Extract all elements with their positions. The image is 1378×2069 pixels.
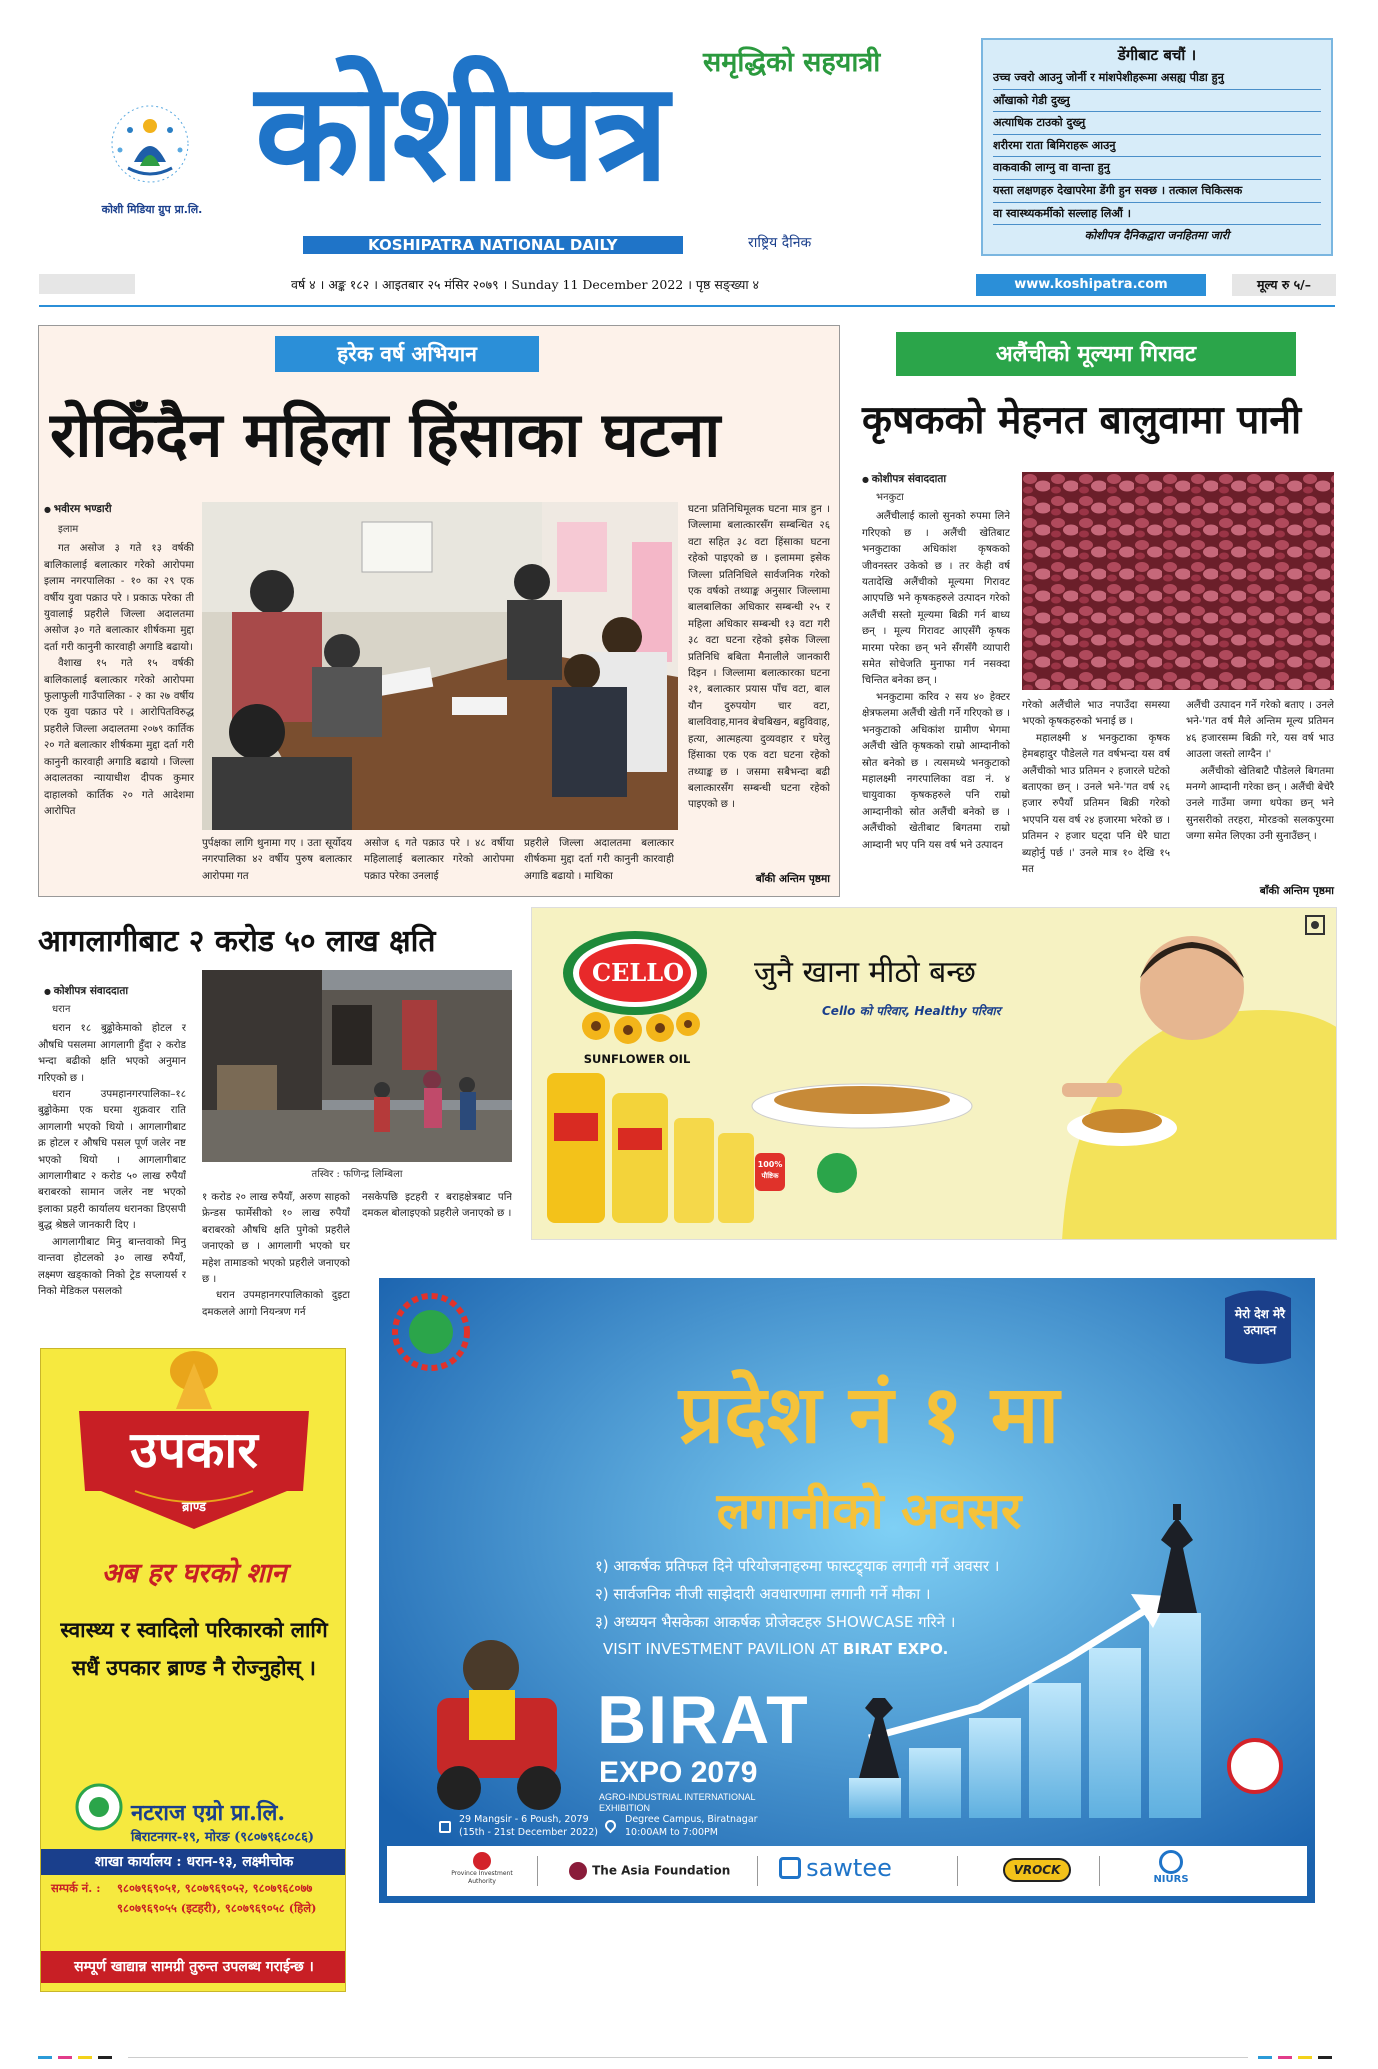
registration-mark xyxy=(1298,2056,1312,2059)
birat-point-3: ३) अध्ययन भैसकेका आकर्षक प्रोजेक्टहरु SHOWCASE गरिने । xyxy=(595,1613,956,1631)
upakar-ad[interactable] xyxy=(40,1348,346,1992)
upakar-contact-2: ९८०७९६९०५५ (इटहरी), ९८०७९६९०५८ (हिले) xyxy=(117,1901,317,1915)
paragraph: महालक्ष्मी ४ भनकुटाका कृषक हेमबहादुर पौडेलले गत वर्षभन्दा यस वर्ष अलैंचीको भाउ प्रतिमन २ हजारले घटेको बताएका छन् । उनले भने-'गत वर्ष २६ हजार रुपैयाँ प्रतिमन बिक्री गरेको भएपनि यस वर्ष २४ हजारमा भरेको छ । प्रतिमन २ हजार घट्दा पनि धेरै घाटा ब्यहोर्नु पर्छ ।' उनले मात्र १० देखि १५ मत xyxy=(1022,732,1170,876)
registration-mark xyxy=(1318,2056,1332,2059)
paragraph: धरान उपमहानगरपालिकाको दुइटा दमकलले आगो नियन्त्रण गर्न xyxy=(202,1290,350,1318)
article3-photo-caption: तस्विर : फणिन्द्र लिम्बिला xyxy=(311,1169,403,1180)
paragraph: घटना प्रतिनिधिमूलक घटना मात्र हुन । जिल्लामा बलात्कारसँग सम्बन्धित २६ वटा सहित ३८ वटा हिंसाका घटना रहेको पाइएको छ । इलाममा इसेक जिल्ला प्रतिनिधिले सार्वजनिक गरेको एक वर्षको तथ्याङ्क अनुसार जिल्लामा बालबालिका अधिकार सम्बन्धी २५ र महिला अधिकार सम्बन्धी १३ वटा गरी ३८ वटा घटना रहेको इसेक जिल्ला प्रतिनिधि बबिता मैनालीले जानकारी दिइन । जिल्लामा बलात्कारका घटना २१, बलात्कार प्रयास पाँच वटा, बाल यौन दुरुपयोग चार वटा, बालविवाह,मानव बेचबिखन, बहुविवाह, हत्या, आत्महत्या दुव्यवहार र घरेलु हिंसाका एक एक वटा घटना रहेको तथ्याङ्क छ । जसमा सबैभन्दा बढी बलात्कारसँग सम्बन्धी घटना रहेको पाइएको छ । xyxy=(688,504,830,811)
birat-visit-line xyxy=(603,1640,948,1658)
niurs-name: NIURS xyxy=(1153,1874,1189,1885)
dengue-footer: कोशीपत्र दैनिकद्वारा जनहितमा जारी xyxy=(1084,228,1230,243)
sawtee-name: sawtee xyxy=(806,1854,892,1882)
upakar-company: नटराज एग्रो प्रा.लि. xyxy=(131,1800,286,1826)
article1-column-2 xyxy=(202,836,352,892)
paragraph: अलैंचीलाई कालो सुनको रुपमा लिने गरिएको छ । अलैंची खेतिबाट भनकुटाका अधिकांश कृषकको जीवनस्तर उकेको छ । तर केही वर्ष यतादेखि अलैंचीको मूल्यमा गिरावट आएपछि भने कृषकहरुले उत्पादन गरेको अलैंची सस्तो मूल्यमा बिक्री गर्न बाध्य छन् । मूल्य गिरावट आएसँगै कृषक मारमा परेका छन् भने सँगसँगै व्यापारी समेत सोचेजति मुनाफा गर्न नसक्दा चिन्तित बनेका छन् । xyxy=(862,511,1010,687)
registration-mark xyxy=(38,2056,52,2059)
paragraph: धरान उपमहानगरपालिका–१८ बुढ्ढोकेमा एक घरमा शुक्रवार राति आगलागी भएको थियो । आगलागीबाट क्र होटल र औषधि पसल पूर्ण जलेर नष्ट भएको थियो । आगलागीबाट आगलागीबाट २ करोड ५० लाख रुपैयाँ बराबरको सामान जलेर नष्ट भएको इलाका प्रहरी कार्यालय धरानका डिएसपी बुद्ध श्रेष्ठले जानकारी दिए । xyxy=(38,1089,186,1232)
sponsor-divider xyxy=(957,1856,958,1886)
birat-visit-bold: BIRAT EXPO. xyxy=(842,1640,949,1658)
article3-photo-fire-damage xyxy=(202,970,512,1162)
article3-column-3 xyxy=(362,1190,512,1250)
birat-point-1: १) आकर्षक प्रतिफल दिने परियोजनाहरुमा फास्टट्र्याक लगानी गर्ने अवसर । xyxy=(595,1557,1000,1575)
tagline: समृद्धिको सहयात्री xyxy=(703,47,881,78)
sponsor-vrock: VROCK xyxy=(1003,1858,1071,1882)
article3-place: धरान xyxy=(52,1004,71,1015)
publisher-name: कोशी मिडिया ग्रुप प्रा.लि. xyxy=(101,203,203,216)
article1-headline: रोकिँदैन महिला हिंसाका घटना xyxy=(50,398,721,471)
daily-label: राष्ट्रिय दैनिक xyxy=(748,235,812,251)
dengue-notice-box xyxy=(981,38,1333,256)
upakar-footer: सम्पूर्ण खाद्यान्न सामग्री तुरुन्त उपलब्ध गराईन्छ । xyxy=(41,1951,346,1983)
dengue-line: आँखाको गेडी दुख्नु xyxy=(993,90,1321,113)
article3-byline: ● कोशीपत्र संवाददाता xyxy=(44,984,128,998)
asia-foundation-name: The Asia Foundation xyxy=(592,1863,731,1878)
upakar-address: बिराटनगर-१९, मोरङ (९८०७९६८०८६) xyxy=(131,1830,315,1845)
article1-column-4 xyxy=(524,836,674,892)
birat-expo-name: BIRAT xyxy=(597,1682,810,1758)
paragraph: प्रहरीले जिल्ला अदालतमा बलात्कार शीर्षकमा मुद्दा दर्ता गरी कानुनी कारवाही अगाडि बढायो । माथिका xyxy=(524,838,674,882)
paragraph: गरेको अलैंचीले भाउ नपाउँदा समस्या भएको कृषकहरुको भनाई छ । xyxy=(1022,700,1170,728)
website-link[interactable]: www.koshipatra.com xyxy=(976,274,1206,296)
price-label: मूल्य रु ५/– xyxy=(1232,274,1336,296)
registration-mark xyxy=(1278,2056,1292,2059)
article2-column-3 xyxy=(1186,698,1334,878)
dengue-title: डेंगीबाट बचौं । xyxy=(1117,46,1197,64)
article2-tag: अलैंचीको मूल्यमा गिरावट xyxy=(896,332,1296,376)
sponsor-divider xyxy=(537,1856,538,1886)
registration-mark xyxy=(98,2056,112,2059)
article2-photo-cardamom xyxy=(1022,472,1334,690)
sponsor-divider xyxy=(1099,1856,1100,1886)
article2-headline: कृषकको मेहनत बालुवामा पानी xyxy=(862,397,1302,443)
birat-venue-2: 10:00AM to 7:00PM xyxy=(625,1827,718,1838)
sponsor-strip xyxy=(387,1846,1307,1896)
birat-expo-sub: AGRO-INDUSTRIAL INTERNATIONAL EXHIBITION xyxy=(599,1792,756,1813)
paragraph: अलैंची उत्पादन गर्ने गरेको बताए । उनले भने-'गत वर्ष मैले अन्तिम मूल्य प्रतिमन ४६ हजारसम्म बिक्री गरे, यस वर्ष भाउ आउला जस्तो लाग्दैन ।' xyxy=(1186,700,1334,761)
birat-date-1: 29 Mangsir - 6 Poush, 2079 xyxy=(459,1814,589,1825)
cello-badge-sub: पौष्टिक xyxy=(761,1172,779,1180)
article2-column-1 xyxy=(862,488,1010,900)
article3-column-1 xyxy=(38,1000,186,1330)
paragraph: १ करोड २० लाख रुपैयाँ, अरुण साहको फ्रेन्डस फार्मेसीको १० लाख रुपैयाँ बराबरको औषधि क्षति पुगेको प्रहरीले जनाएको छ । आगलागी भएको घर महेश तामाङको भएको प्रहरीले जनाएको छ । xyxy=(202,1192,350,1286)
sponsor-pia-logo xyxy=(447,1852,517,1886)
paragraph: आगलागीबाट मिनु बान्तवाको मिनु वान्तवा होटलको ३० लाख रुपैयाँ, लक्ष्मण खड्काको निको ट्रेड सप्लायर्स र निको मेडिकल पसलको xyxy=(38,1236,186,1297)
article1-tag: हरेक वर्ष अभियान xyxy=(275,336,539,372)
masthead-title: कोशीपत्र xyxy=(255,54,667,212)
article1-column-5 xyxy=(688,502,830,872)
cello-subslogan: Cello को परिवार, Healthy परिवार xyxy=(822,1004,1001,1018)
upakar-contact-1: ९८०७९६९०५१, ९८०७९६९०५२, ९८०७९६८०७७ xyxy=(117,1881,313,1895)
issue-bar-left-block xyxy=(39,274,135,294)
english-name: KOSHIPATRA NATIONAL DAILY xyxy=(368,236,618,254)
paragraph: धरान १८ बुढ्ढोकेमाको होटल र औषधि पसलमा आगलागी हुँदा २ करोड भन्दा बढीको क्षति भएको अनुमान गरिएको छ । xyxy=(38,1023,186,1084)
issue-line: वर्ष ४ । अङ्क १८२ । आइतबार २५ मंसिर २०७९ । Sunday 11 December 2022 । पृष्ठ सङ्ख्या ४ xyxy=(291,277,760,292)
article2-column-2 xyxy=(1022,698,1170,900)
registration-mark xyxy=(78,2056,92,2059)
upakar-slogan: अब हर घरको शान xyxy=(101,1558,287,1589)
dengue-line: यस्ता लक्षणहरु देखापरेमा डेंगी हुन सक्छ । तत्काल चिकित्सक xyxy=(993,180,1321,203)
print-registration-bar xyxy=(38,2056,1338,2059)
article1-continued-note[interactable]: बाँकी अन्तिम पृष्ठमा xyxy=(755,873,830,885)
paragraph: वैशाख १५ गते १५ वर्षकी बालिकालाई बलात्कार गरेको आरोपमा फुलाफुली गाउँपालिका - २ का २७ वर्षीय एक युवा पक्राउ परे । आरोपितविरुद्ध प्रहरीले जिल्ला अदालतमा २०७९ कार्तिक २० गते बलात्कार शीर्षकमा मुद्दा दर्ता गरी कानुनी कारवाही अगाडि बढायो । जिल्ला अदालतका न्यायाधीश दीपक कुमार दाहालको कार्तिक २० गते आदेशमा आरोपित xyxy=(44,658,194,817)
dengue-line: उच्च ज्वरो आउनु जोर्नी र मांशपेशीहरूमा असह्य पीडा हुनु xyxy=(993,67,1321,90)
article3-column-2 xyxy=(202,1190,350,1330)
article1-column-3 xyxy=(364,836,514,892)
dengue-line: वा स्वास्थ्यकर्मीको सल्लाह लिऔं । xyxy=(993,203,1321,226)
dengue-line: शरीरमा राता बिमिराहरू आउनु xyxy=(993,135,1321,158)
niurs-icon xyxy=(1159,1850,1183,1874)
article1-column-1 xyxy=(44,520,194,892)
article1-photo-meeting xyxy=(202,502,678,830)
paragraph: अलैंचीको खेतिबाटै पौडेलले बिगतमा मनग्गे आम्दानी गरेका छन् । अलैंची बेचेरै उनले गाउँमा जग्गा थपेका छन् भने सुनसरीको तरहरा, मोरङको सलकपुरमा जग्गा समेत लिएका उनी सुनाउँछन् । xyxy=(1186,765,1334,843)
birat-visit-prefix: VISIT INVESTMENT PAVILION AT xyxy=(603,1640,843,1658)
article2-place: भनकुटा xyxy=(876,492,904,503)
calendar-icon xyxy=(439,1821,451,1833)
birat-point-2: २) सार्वजनिक नीजी साझेदारी अवधारणामा लगानी गर्ने मौका । xyxy=(595,1585,931,1603)
birat-expo-year: EXPO 2079 xyxy=(599,1756,758,1789)
birat-badge: मेरो देश मेरै उत्पादन xyxy=(1234,1307,1286,1337)
registration-mark xyxy=(1258,2056,1272,2059)
cello-brand: CELLO xyxy=(591,958,685,987)
article1-place: इलाम xyxy=(58,524,79,535)
upakar-brand-sub: ब्राण्ड xyxy=(182,1500,206,1515)
asia-foundation-icon xyxy=(569,1862,587,1880)
article3-headline: आगलागीबाट २ करोड ५० लाख क्षति xyxy=(38,924,436,959)
publisher-logo xyxy=(100,100,200,200)
registration-line xyxy=(128,2057,1248,2058)
article1-byline: ● भवीरम भण्डारी xyxy=(44,502,112,516)
sponsor-niurs xyxy=(1149,1850,1193,1885)
paragraph: असोज ६ गते पक्राउ परे । ४८ वर्षीया महिलालाई बलात्कार गरेको आरोपमा पक्राउ परेका उनलाई xyxy=(364,838,514,882)
paragraph: पुर्पक्षका लागि थुनामा गए । उता सूर्योदय नगरपालिका ४२ वर्षीय पुरुष बलात्कार आरोपमा गत xyxy=(202,838,352,882)
dengue-line: अत्याधिक टाउको दुख्नु xyxy=(993,112,1321,135)
cello-ad[interactable] xyxy=(531,907,1337,1240)
paragraph: भनकुटामा करिव २ सय ४० हेक्टर क्षेत्रफलमा अलैंची खेती गर्ने गरिएको छ । भनकुटाको अधिकांश ग्रामीण भेगमा अलैंची खेति कृषकको राम्रो आम्दानीको स्रोत बनेको छ । त्यसमध्ये भनकुटाको महालक्ष्मी नगरपालिका वडा नं. ४ चायुवाका कृषकहरुले पनि राम्रो आम्दानीको स्रोत अलैंची बनेको छ । अलैंचीको खेतीबाट बिगतमा राम्रो आम्दानी भए पनि यस वर्ष भने उत्पादन xyxy=(862,691,1010,851)
upakar-contact-label: सम्पर्क नं. : xyxy=(51,1881,101,1895)
cello-product: SUNFLOWER OIL xyxy=(583,1052,691,1066)
birat-expo-ad[interactable] xyxy=(379,1278,1315,1903)
sponsor-asia-foundation xyxy=(569,1860,730,1880)
upakar-body: स्वास्थ्य र स्वादिलो परिकारको लागि सधैं उपकार ब्राण्ड नै रोज्नुहोस् । xyxy=(60,1617,328,1680)
masthead-divider xyxy=(39,305,1335,307)
emblem-icon xyxy=(473,1852,491,1870)
article2-byline: ● कोशीपत्र संवाददाता xyxy=(862,472,946,486)
paragraph: गत असोज ३ गते १३ वर्षकी बालिकालाई बलात्कार गरेको आरोपमा इलाम नगरपालिका - १० का २९ एक वर्षीय युवा पक्राउ परे । प्रकाऊ परेका ती युवालाई प्रहरीले जिल्ला अदालतमा असोज ३० गते बलात्कार शीर्षकमा मुद्दा दर्ता गरी कानुनी कारवाही अगाडि बढायो। xyxy=(44,543,194,653)
upakar-brand: उपकार xyxy=(130,1420,258,1479)
sponsor-pia-name: Province Investment Authority xyxy=(451,1870,513,1885)
birat-title-line-1: प्रदेश नं १ मा xyxy=(678,1367,1060,1461)
cello-slogan: जुनै खाना मीठो बन्छ xyxy=(754,955,976,990)
registration-mark xyxy=(58,2056,72,2059)
sawtee-icon xyxy=(779,1857,801,1879)
sponsor-sawtee xyxy=(779,1854,892,1882)
sponsor-divider xyxy=(757,1856,758,1886)
upakar-branch: शाखा कार्यालय : धरान-१३, लक्ष्मीचोक xyxy=(41,1849,346,1875)
dengue-line: वाकवाकी लाग्नु वा वान्ता हुनु xyxy=(993,157,1321,180)
article2-continued-note[interactable]: बाँकी अन्तिम पृष्ठमा xyxy=(1259,885,1334,897)
birat-title-line-2: लगानीको अवसर xyxy=(716,1481,1022,1540)
cello-badge-100: 100% xyxy=(757,1160,783,1169)
paragraph: नसकेपछि इटहरी र बराहक्षेत्रबाट पनि दमकल बोलाइएको प्रहरीले जनाएको छ । xyxy=(362,1192,512,1220)
birat-venue-1: Degree Campus, Biratnagar xyxy=(625,1814,758,1825)
birat-date-2: (15th - 21st December 2022) xyxy=(459,1827,598,1838)
